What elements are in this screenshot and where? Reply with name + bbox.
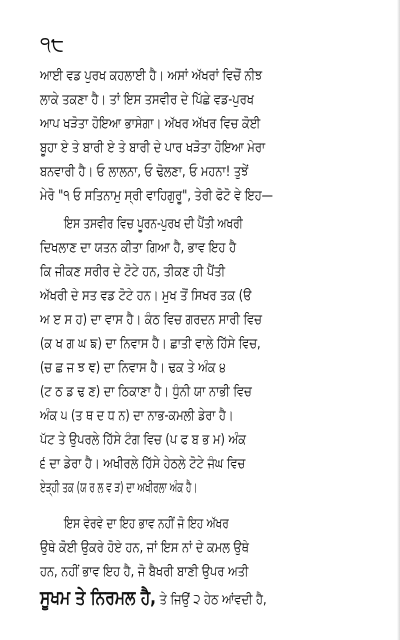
line-continuation: ਤੇ ਜਿਉਂ ੨ ਹੇਠ ਆਂਵਦੀ ਹੈ, [156, 592, 267, 608]
text-line: ਪੱਟ ਤੇ ਉਪਰਲੇ ਹਿੱਸੇ ਟੰਗ ਵਿਚ (ਪ ਫ ਬ ਭ ਮ) ਅੰਕ [40, 432, 246, 448]
text-line: (ਕ ਖ ਗ ਘ ਙ) ਦਾ ਨਿਵਾਸ ਹੈ। ਛਾਤੀ ਵਾਲੇ ਹਿੱਸੇ ਵਿਚ, [40, 336, 261, 352]
text-line: ਏੜ੍ਹੀ ਤਕ (ਯ ਰ ਲ ਵ ੜ) ਦਾ ਅਖੀਰਲਾ ਅੰਕ ਹੈ। [40, 480, 198, 496]
text-line: ਉਥੇ ਕੋਈ ਉਕਰੇ ਹੋਏ ਹਨ, ਜਾਂ ਇਸ ਨਾਂ ਦੇ ਕਮਲ ਉਥੇ [40, 540, 249, 556]
page-number: ੧੮ [40, 32, 65, 56]
text-line: ਬੂਹਾ ਏ ਤੇ ਬਾਰੀ ਏ ਤੇ ਬਾਰੀ ਦੇ ਪਾਰ ਖੜੋਤਾ ਹੋਇਆ ਮੇਰਾ [40, 140, 266, 156]
text-line: ਮੇਰੋ "੧ ਓ ਸਤਿਨਾਮੁ ਸ੍ਰੀ ਵਾਹਿਗੁਰੂ", ਤੇਰੀ ਫੋਟੋ ਵੇ ਇਹ— [40, 188, 274, 204]
emphasized-phrase: ਸੂਖਮ ਤੇ ਨਿਰਮਲ ਹੈ, [40, 587, 157, 609]
text-line: ਬਨਵਾਰੀ ਹੈ। ਓ ਲਾਲਨਾ, ਓ ਢੋਲਣਾ, ਓ ਮਹਨਾ! ਤੁਝੇਂ [40, 164, 249, 180]
text-line: ਇਸ ਵੇਰਵੇ ਦਾ ਇਹ ਭਾਵ ਨਹੀਂ ਜੋ ਇਹ ਅੱਖਰ [64, 516, 229, 532]
text-line: (ਟ ਠ ਡ ਢ ਣ) ਦਾ ਠਿਕਾਣਾ ਹੈ। ਧੁੰਨੀ ਯਾ ਨਾਭੀ ਵਿਚ [40, 384, 252, 400]
text-line: ਆਈ ਵਡ ਪੁਰਖ ਕਹਲਾਈ ਹੈ। ਅਸਾਂ ਅੱਖਰਾਂ ਵਿਚੋਂ ਨੀਝ [40, 68, 263, 84]
text-line-last [40, 586, 364, 612]
text-line: ਲਾਕੇ ਤਕਣਾ ਹੈ। ਤਾਂ ਇਸ ਤਸਵੀਰ ਦੇ ਪਿੱਛੇ ਵਡ-ਪੁਰਖ [40, 92, 254, 108]
text-line: ਅੰਕ ੫ (ਤ ਥ ਦ ਧ ਨ) ਦਾ ਨਾਭ-ਕਮਲੀ ਡੇਰਾ ਹੈ। [40, 408, 234, 424]
text-line: ਅੱਖਰੀ ਦੇ ਸਤ ਵਡ ਟੋਟੇ ਹਨ। ਮੁਖ ਤੋਂ ਸਿਖਰ ਤਕ (ੳ [40, 288, 252, 304]
text-line: ਹਨ, ਨਹੀਂ ਭਾਵ ਇਹ ਹੈ, ਜੋ ਬੈਖਰੀ ਬਾਣੀ ਉਪਰ ਅਤੀ [40, 564, 249, 580]
text-line: ੬ ਦਾ ਡੇਰਾ ਹੈ। ਅਖੀਰਲੇ ਹਿੱਸੇ ਹੇਠਲੇ ਟੋਟੇ ਜੰਘ ਵਿਚ [40, 456, 246, 472]
text-line: ਆਪ ਖੜੋਤਾ ਹੋਇਆ ਭਾਸੇਗਾ। ਅੱਖਰ ਅੱਖਰ ਵਿਚ ਕੋਈ [40, 116, 261, 132]
text-line: (ਚ ਛ ਜ ਝ ਞ) ਦਾ ਨਿਵਾਸ ਹੈ। ਢਕ ਤੇ ਅੰਕ ੪ [40, 360, 226, 376]
text-line: ਅ ੲ ਸ ਹ) ਦਾ ਵਾਸ ਹੈ। ਕੰਠ ਵਿਚ ਗਰਦਨ ਸਾਰੀ ਵਿਚ [40, 312, 262, 328]
text-line: ਕਿ ਜੀਕਣ ਸਰੀਰ ਦੇ ਟੋਟੇ ਹਨ, ਤੀਕਣ ਹੀ ਪੈਂਤੀ [40, 264, 226, 280]
text-line: ਇਸ ਤਸਵੀਰ ਵਿਚ ਪੂਰਨ-ਪੁਰਖ ਦੀ ਪੈਂਤੀ ਅਖਰੀ [64, 216, 243, 232]
text-line: ਦਿਖਲਾਣ ਦਾ ਯਤਨ ਕੀਤਾ ਗਿਆ ਹੈ, ਭਾਵ ਇਹ ਹੈ [40, 240, 237, 256]
